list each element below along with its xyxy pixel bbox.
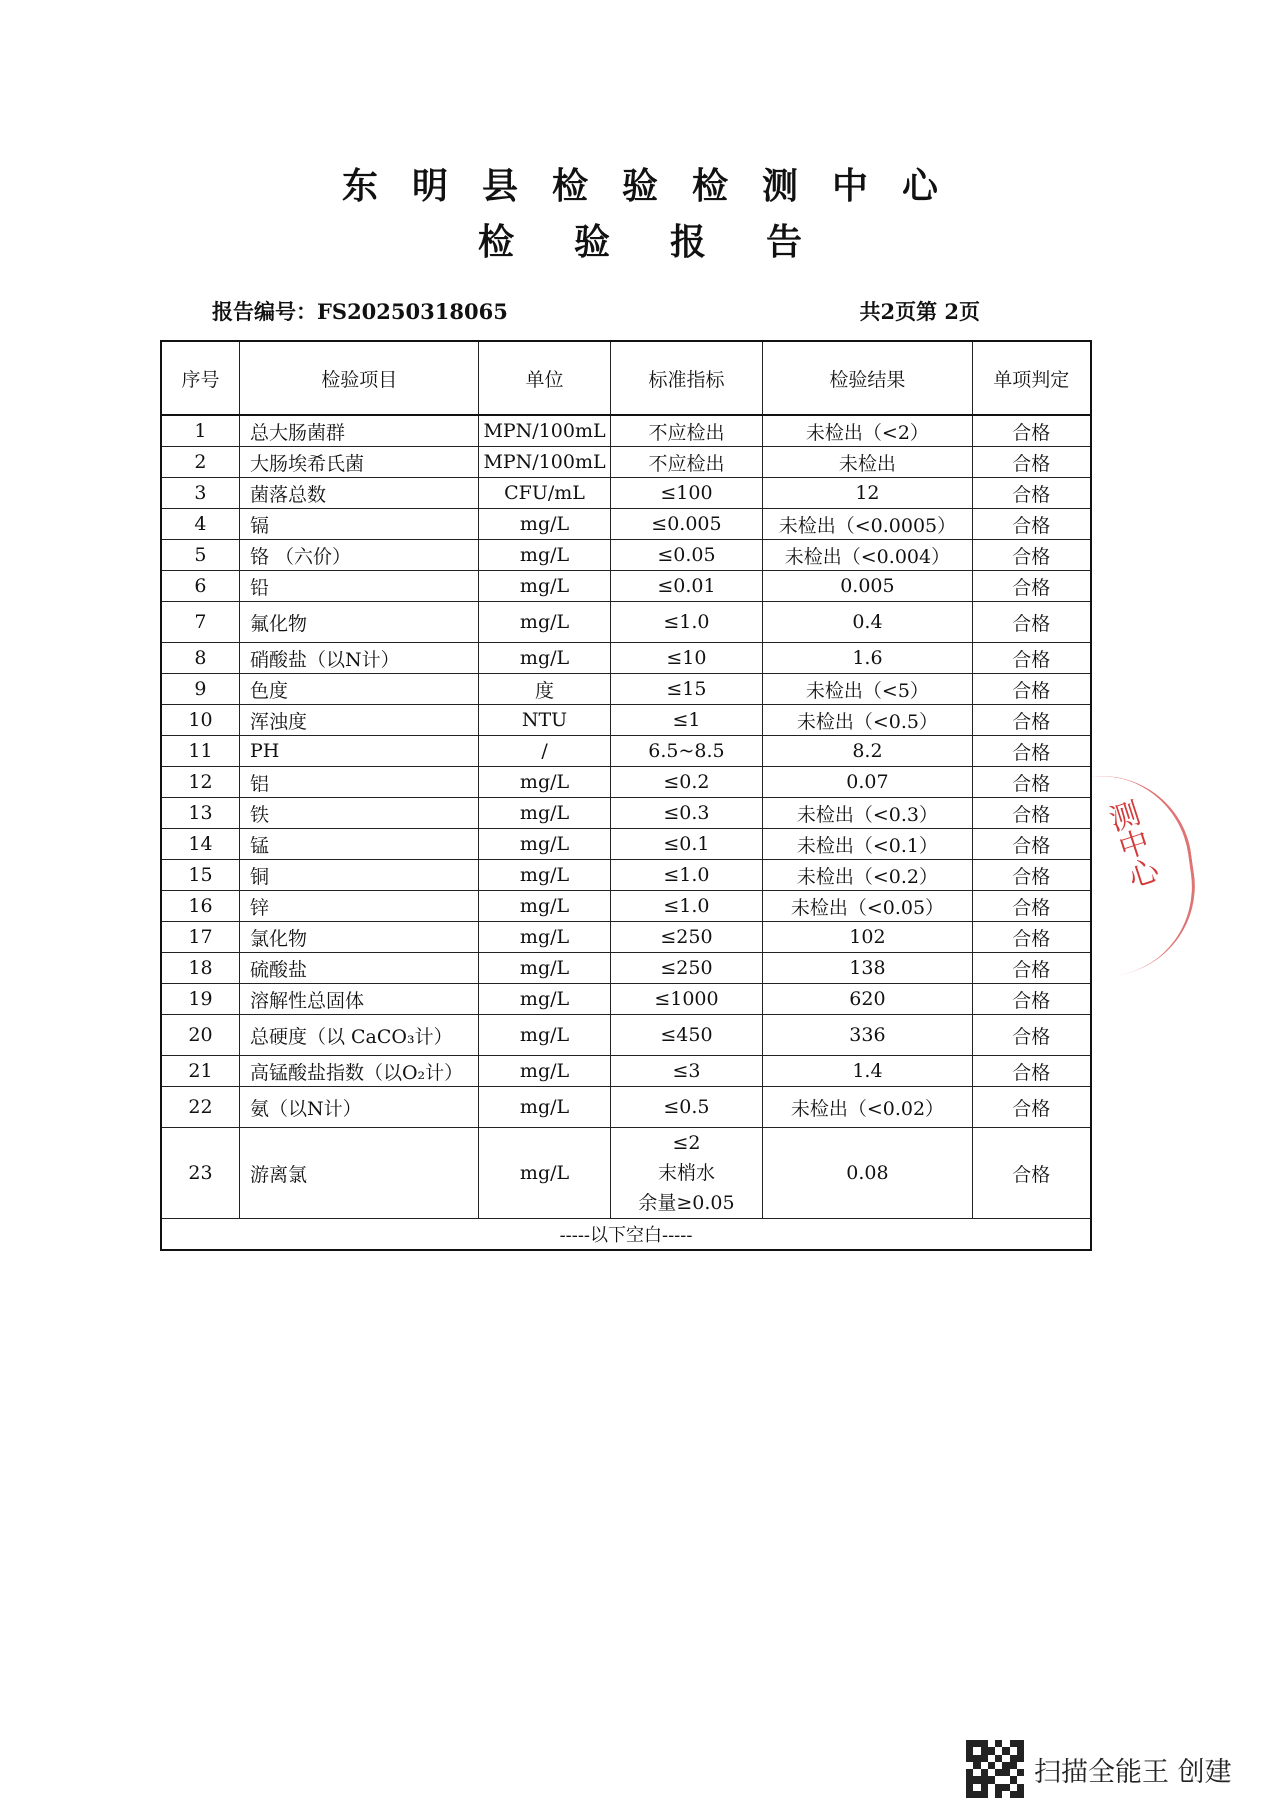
standard-line: ≤2 xyxy=(672,1132,701,1154)
cell-no: 11 xyxy=(161,736,239,767)
cell-verdict: 合格 xyxy=(972,602,1091,643)
cell-no: 1 xyxy=(161,415,239,447)
cell-result: 12 xyxy=(763,478,972,509)
cell-result: 未检出（<0.3） xyxy=(763,798,972,829)
cell-standard: ≤1.0 xyxy=(610,860,763,891)
cell-verdict: 合格 xyxy=(972,447,1091,478)
cell-item: 游离氯 xyxy=(239,1128,478,1219)
table-row xyxy=(161,674,1091,705)
table-row xyxy=(161,1128,1091,1219)
page-info: 共2页第 2页 xyxy=(859,299,980,324)
table-row xyxy=(161,829,1091,860)
cell-result: 1.6 xyxy=(763,643,972,674)
table-row xyxy=(161,1087,1091,1128)
cell-standard: 不应检出 xyxy=(610,415,763,447)
standard-line: 末梢水 xyxy=(657,1162,715,1184)
cell-unit: CFU/mL xyxy=(479,478,610,509)
cell-unit: mg/L xyxy=(479,602,610,643)
table-row xyxy=(161,705,1091,736)
cell-standard: ≤10 xyxy=(610,643,763,674)
cell-verdict: 合格 xyxy=(972,1087,1091,1128)
cell-unit: mg/L xyxy=(479,1015,610,1056)
cell-unit: mg/L xyxy=(479,540,610,571)
cell-unit: mg/L xyxy=(479,1087,610,1128)
table-row xyxy=(161,415,1091,447)
cell-no: 8 xyxy=(161,643,239,674)
cell-standard: ≤0.5 xyxy=(610,1087,763,1128)
report-number-value: FS20250318065 xyxy=(317,299,508,324)
cell-item: 高锰酸盐指数（以O₂计） xyxy=(239,1056,478,1087)
cell-standard: ≤0.2 xyxy=(610,767,763,798)
cell-result: 未检出（<0.004） xyxy=(763,540,972,571)
cell-item: 硝酸盐（以N计） xyxy=(239,643,478,674)
cell-verdict: 合格 xyxy=(972,829,1091,860)
cell-standard: ≤0.1 xyxy=(610,829,763,860)
cell-verdict: 合格 xyxy=(972,705,1091,736)
cell-standard: ≤100 xyxy=(610,478,763,509)
table-row xyxy=(161,643,1091,674)
cell-standard: ≤0.05 xyxy=(610,540,763,571)
table-row xyxy=(161,478,1091,509)
col-header-item: 检验项目 xyxy=(239,341,478,415)
cell-no: 17 xyxy=(161,922,239,953)
cell-result: 未检出（<0.02） xyxy=(763,1087,972,1128)
table-row xyxy=(161,767,1091,798)
cell-result: 未检出（<0.05） xyxy=(763,891,972,922)
cell-result: 8.2 xyxy=(763,736,972,767)
cell-verdict: 合格 xyxy=(972,571,1091,602)
cell-standard: ≤0.01 xyxy=(610,571,763,602)
cell-verdict: 合格 xyxy=(972,509,1091,540)
cell-result: 0.07 xyxy=(763,767,972,798)
cell-result: 0.08 xyxy=(763,1128,972,1219)
cell-no: 6 xyxy=(161,571,239,602)
table-row xyxy=(161,571,1091,602)
cell-standard: ≤0.3 xyxy=(610,798,763,829)
cell-result: 138 xyxy=(763,953,972,984)
cell-no: 15 xyxy=(161,860,239,891)
cell-no: 14 xyxy=(161,829,239,860)
cell-result: 102 xyxy=(763,922,972,953)
col-header-no: 序号 xyxy=(161,341,239,415)
cell-item: 锌 xyxy=(239,891,478,922)
cell-item: 铝 xyxy=(239,767,478,798)
cell-unit: mg/L xyxy=(479,953,610,984)
cell-unit: mg/L xyxy=(479,1056,610,1087)
cell-item: 硫酸盐 xyxy=(239,953,478,984)
table-row xyxy=(161,540,1091,571)
table-row xyxy=(161,860,1091,891)
col-header-standard: 标准指标 xyxy=(610,341,763,415)
org-title: 东明县检验检测中心 xyxy=(341,166,972,207)
cell-standard: ≤1 xyxy=(610,705,763,736)
cell-unit: MPN/100mL xyxy=(479,415,610,447)
cell-unit: MPN/100mL xyxy=(479,447,610,478)
col-header-unit: 单位 xyxy=(479,341,610,415)
cell-standard: ≤15 xyxy=(610,674,763,705)
cell-standard: ≤3 xyxy=(610,1056,763,1087)
cell-verdict: 合格 xyxy=(972,767,1091,798)
cell-verdict: 合格 xyxy=(972,860,1091,891)
cell-verdict: 合格 xyxy=(972,540,1091,571)
cell-item: 镉 xyxy=(239,509,478,540)
cell-verdict: 合格 xyxy=(972,415,1091,447)
cell-verdict: 合格 xyxy=(972,984,1091,1015)
cell-result: 未检出 xyxy=(763,447,972,478)
cell-verdict: 合格 xyxy=(972,1128,1091,1219)
cell-item: 浑浊度 xyxy=(239,705,478,736)
cell-standard: ≤450 xyxy=(610,1015,763,1056)
cell-item: 色度 xyxy=(239,674,478,705)
cell-result: 0.4 xyxy=(763,602,972,643)
cell-unit: mg/L xyxy=(479,767,610,798)
cell-no: 20 xyxy=(161,1015,239,1056)
cell-item: 氯化物 xyxy=(239,922,478,953)
cell-unit: mg/L xyxy=(479,643,610,674)
cell-verdict: 合格 xyxy=(972,891,1091,922)
cell-no: 3 xyxy=(161,478,239,509)
cell-unit: mg/L xyxy=(479,829,610,860)
table-row xyxy=(161,984,1091,1015)
cell-item: PH xyxy=(239,736,478,767)
cell-result: 620 xyxy=(763,984,972,1015)
cell-standard: ≤250 xyxy=(610,922,763,953)
table-row xyxy=(161,798,1091,829)
cell-verdict: 合格 xyxy=(972,922,1091,953)
cell-unit: 度 xyxy=(479,674,610,705)
cell-no: 16 xyxy=(161,891,239,922)
cell-result: 1.4 xyxy=(763,1056,972,1087)
report-number xyxy=(212,296,508,326)
cell-standard: ≤1.0 xyxy=(610,602,763,643)
table-row xyxy=(161,736,1091,767)
cell-no: 19 xyxy=(161,984,239,1015)
cell-standard: ≤1.0 xyxy=(610,891,763,922)
cell-no: 23 xyxy=(161,1128,239,1219)
scanner-watermark xyxy=(966,1740,1232,1798)
cell-unit: mg/L xyxy=(479,1128,610,1219)
cell-result: 未检出（<5） xyxy=(763,674,972,705)
cell-item: 大肠埃希氏菌 xyxy=(239,447,478,478)
cell-item: 铁 xyxy=(239,798,478,829)
cell-standard xyxy=(610,1128,763,1219)
cell-item: 氟化物 xyxy=(239,602,478,643)
cell-item: 锰 xyxy=(239,829,478,860)
cell-result: 未检出（<0.1） xyxy=(763,829,972,860)
cell-item: 铅 xyxy=(239,571,478,602)
doc-title: 检验报告 xyxy=(477,222,862,263)
cell-verdict: 合格 xyxy=(972,953,1091,984)
cell-no: 21 xyxy=(161,1056,239,1087)
cell-verdict: 合格 xyxy=(972,674,1091,705)
table-row xyxy=(161,953,1091,984)
cell-no: 5 xyxy=(161,540,239,571)
cell-unit: mg/L xyxy=(479,891,610,922)
cell-result: 未检出（<0.2） xyxy=(763,860,972,891)
table-row xyxy=(161,509,1091,540)
scanner-brand-label: 扫描全能王 创建 xyxy=(1034,1756,1232,1788)
table-header-row xyxy=(161,341,1091,415)
standard-line: 余量≥0.05 xyxy=(638,1192,735,1214)
cell-unit: NTU xyxy=(479,705,610,736)
cell-no: 18 xyxy=(161,953,239,984)
cell-item: 铬 （六价） xyxy=(239,540,478,571)
report-number-label: 报告编号： xyxy=(212,299,317,324)
cell-result: 未检出（<0.5） xyxy=(763,705,972,736)
cell-no: 9 xyxy=(161,674,239,705)
cell-item: 溶解性总固体 xyxy=(239,984,478,1015)
cell-unit: mg/L xyxy=(479,984,610,1015)
table-row xyxy=(161,891,1091,922)
cell-unit: mg/L xyxy=(479,922,610,953)
cell-unit: / xyxy=(479,736,610,767)
cell-standard: 不应检出 xyxy=(610,447,763,478)
cell-standard: ≤0.005 xyxy=(610,509,763,540)
cell-item: 菌落总数 xyxy=(239,478,478,509)
cell-unit: mg/L xyxy=(479,571,610,602)
cell-verdict: 合格 xyxy=(972,1056,1091,1087)
cell-no: 10 xyxy=(161,705,239,736)
cell-no: 7 xyxy=(161,602,239,643)
table-row xyxy=(161,602,1091,643)
table-footer-row xyxy=(161,1219,1091,1251)
seal-stamp-text: 测中心 xyxy=(1099,796,1162,894)
cell-standard: ≤250 xyxy=(610,953,763,984)
result-table xyxy=(160,340,1092,1251)
cell-item: 总硬度（以 CaCO₃计） xyxy=(239,1015,478,1056)
table-row xyxy=(161,1056,1091,1087)
cell-no: 2 xyxy=(161,447,239,478)
cell-item: 总大肠菌群 xyxy=(239,415,478,447)
cell-item: 铜 xyxy=(239,860,478,891)
cell-verdict: 合格 xyxy=(972,643,1091,674)
qr-code-icon xyxy=(966,1740,1024,1798)
cell-standard: 6.5~8.5 xyxy=(610,736,763,767)
cell-no: 4 xyxy=(161,509,239,540)
table-row xyxy=(161,447,1091,478)
cell-item: 氨（以N计） xyxy=(239,1087,478,1128)
cell-result: 0.005 xyxy=(763,571,972,602)
cell-unit: mg/L xyxy=(479,798,610,829)
table-row xyxy=(161,922,1091,953)
cell-no: 22 xyxy=(161,1087,239,1128)
cell-verdict: 合格 xyxy=(972,798,1091,829)
cell-no: 13 xyxy=(161,798,239,829)
cell-result: 336 xyxy=(763,1015,972,1056)
cell-verdict: 合格 xyxy=(972,736,1091,767)
cell-verdict: 合格 xyxy=(972,478,1091,509)
table-row xyxy=(161,1015,1091,1056)
col-header-verdict: 单项判定 xyxy=(972,341,1091,415)
blank-below-note: -----以下空白----- xyxy=(161,1219,1091,1251)
cell-unit: mg/L xyxy=(479,509,610,540)
cell-no: 12 xyxy=(161,767,239,798)
cell-standard: ≤1000 xyxy=(610,984,763,1015)
cell-result: 未检出（<2） xyxy=(763,415,972,447)
cell-result: 未检出（<0.0005） xyxy=(763,509,972,540)
cell-verdict: 合格 xyxy=(972,1015,1091,1056)
cell-unit: mg/L xyxy=(479,860,610,891)
col-header-result: 检验结果 xyxy=(763,341,972,415)
